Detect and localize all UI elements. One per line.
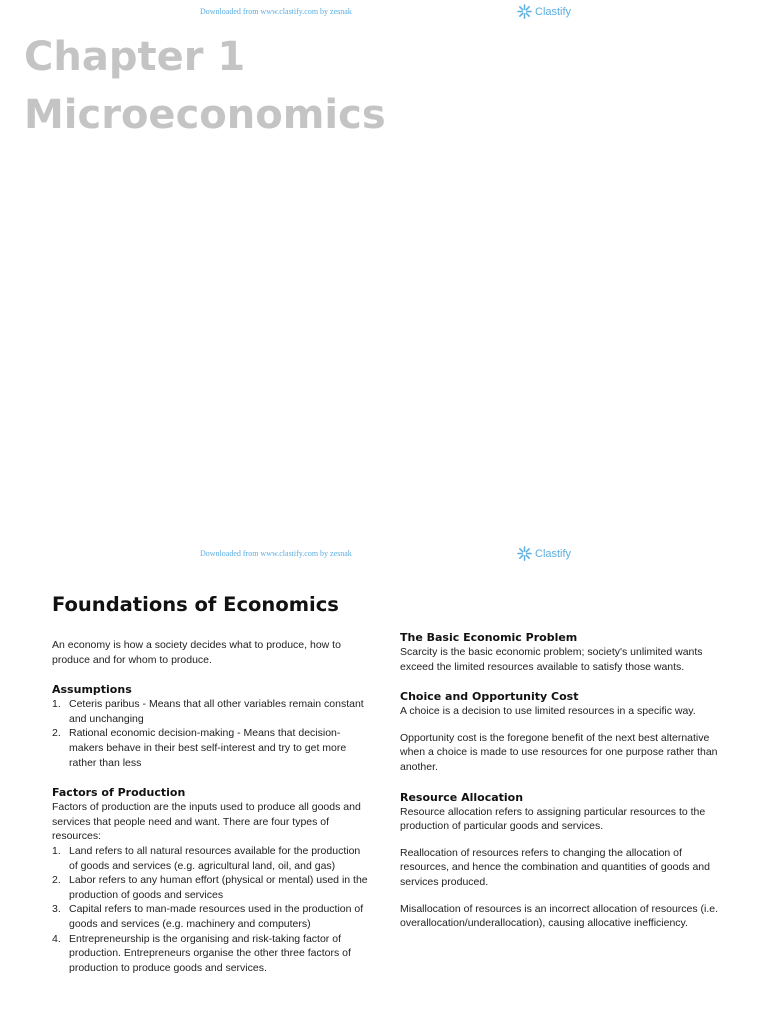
misallocation-paragraph: Misallocation of resources is an incorrect allocation of resources (i.e. overallocation/underallocation), causing allocative inefficiency. [400, 902, 719, 930]
allocation-paragraph: Resource allocation refers to assigning particular resources to the production of particular goods and services. [400, 805, 706, 833]
list-text: Labor refers to any human effort (physical or mental) used in the production of goods and services [69, 874, 368, 901]
list-text: Rational economic decision-making - Means that decision-makers behave in their best self-interest and try to get more rather than less [69, 727, 347, 769]
choice-paragraph: A choice is a decision to use limited resources in a specific way. [400, 705, 696, 718]
download-watermark: Downloaded from www.clastify.com by zesnak [200, 549, 352, 558]
factors-intro: Factors of production are the inputs used to produce all goods and services that people need and want. There are four types of resources: [52, 801, 361, 843]
clastify-logo [517, 546, 571, 561]
list-item [52, 697, 370, 726]
list-item [52, 726, 370, 770]
list-item [52, 844, 370, 873]
list-text: Ceteris paribus - Means that all other variables remain constant and unchanging [69, 698, 364, 725]
list-number: 2. [52, 727, 61, 740]
list-item [52, 902, 370, 931]
intro-paragraph: An economy is how a society decides what to produce, how to produce and for whom to produce. [52, 639, 341, 666]
choice-heading: Choice and Opportunity Cost [400, 690, 579, 704]
opportunity-cost-paragraph: Opportunity cost is the foregone benefit of the next best alternative when a choice is made to use resources for one purpose rather than another. [400, 731, 718, 773]
clastify-icon [517, 546, 532, 561]
reallocation-paragraph: Reallocation of resources refers to changing the allocation of resources, and hence the combination and quantities of goods and services produced. [400, 846, 710, 888]
basic-problem-text: Scarcity is the basic economic problem; society's unlimited wants exceed the limited resources available to satisfy those wants. [400, 646, 703, 673]
allocation-heading: Resource Allocation [400, 790, 524, 804]
left-column [52, 590, 370, 975]
section-title: Foundations of Economics [52, 593, 339, 616]
assumptions-list [52, 697, 370, 770]
clastify-brand: Clastify [535, 547, 572, 560]
factors-list [52, 844, 370, 975]
basic-problem-heading: The Basic Economic Problem [400, 631, 578, 644]
factors-heading: Factors of Production [52, 786, 186, 800]
right-column [400, 630, 720, 931]
download-watermark: Downloaded from www.clastify.com by zesnak [200, 7, 352, 16]
list-item [52, 873, 370, 902]
list-text: Entrepreneurship is the organising and risk-taking factor of production. Entrepreneurs organise the other three factors of production to produce goods and services. [69, 932, 351, 974]
list-number: 2. [52, 874, 61, 887]
chapter-title [24, 28, 386, 144]
list-number: 1. [52, 698, 61, 711]
list-text: Capital refers to man-made resources used in the production of goods and services (e.g. machinery and computers) [69, 903, 364, 930]
list-text: Land refers to all natural resources available for the production of goods and services (e.g. agricultural land, oil, and gas) [69, 844, 361, 872]
chapter-subject: Microeconomics [24, 92, 386, 138]
clastify-logo [517, 4, 571, 19]
list-number: 1. [52, 844, 61, 857]
assumptions-heading: Assumptions [52, 683, 132, 697]
clastify-brand: Clastify [535, 5, 572, 18]
content-page [0, 542, 768, 1024]
clastify-icon [517, 4, 532, 19]
list-number: 4. [52, 932, 61, 945]
list-item [52, 932, 370, 976]
list-number: 3. [52, 903, 61, 916]
chapter-number: Chapter 1 [24, 34, 246, 80]
